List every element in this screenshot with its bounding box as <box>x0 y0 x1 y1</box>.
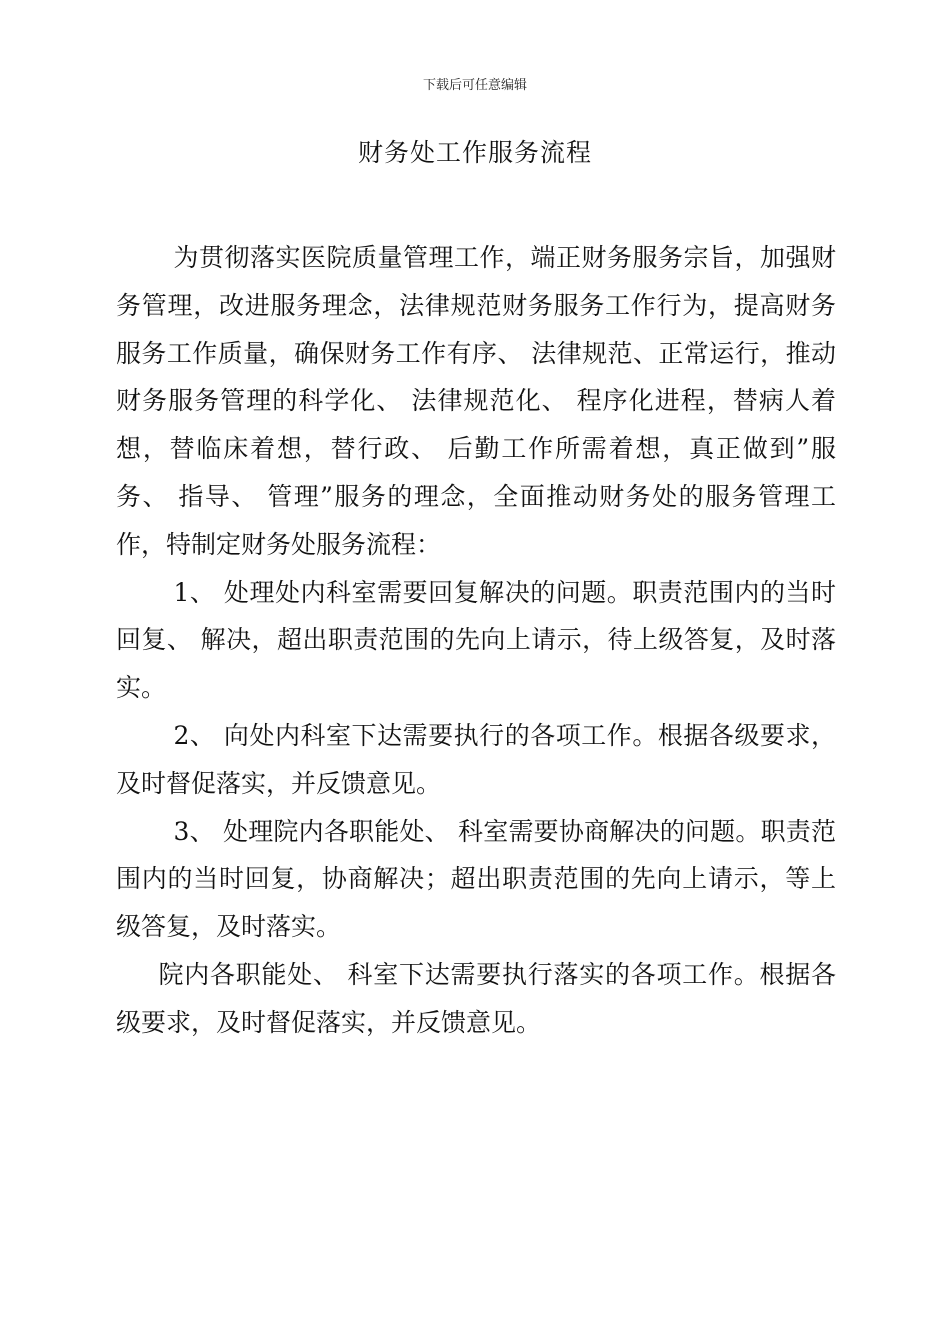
item-2-paragraph: 2、 向处内科室下达需要执行的各项工作。根据各级要求，及时督促落实，并反馈意见。 <box>116 720 836 798</box>
item-1-paragraph: 1、 处理处内科室需要回复解决的问题。职责范围内的当时回复、 解决，超出职责范围的先向上请示，待上级答复，及时落实。 <box>116 577 836 703</box>
item-3-paragraph: 3、 处理院内各职能处、 科室需要协商解决的问题。职责范围内的当时回复，协商解决；超出职责范围的先向上请示，等上级答复，及时落实。 <box>116 816 836 942</box>
document-title: 财务处工作服务流程 <box>357 138 592 167</box>
intro-paragraph: 为贯彻落实医院质量管理工作，端正财务服务宗旨，加强财务管理，改进服务理念，法律规范财务服务工作行为，提高财务服务工作质量，确保财务工作有序、 法律规范、正常运行，推动财务服务管理的科学化、 法律规范化、 程序化进程，替病人着想，替临床着想，替行政、 后勤工作所需着想，真正做到”服务、 指导、 管理”服务的理念，全面推动财务处的服务管理工作，特制定财务处服务流程： <box>116 243 836 559</box>
download-note: 下载后可任意编辑 <box>422 78 527 93</box>
closing-paragraph: 院内各职能处、 科室下达需要执行落实的各项工作。根据各级要求，及时督促落实，并反馈意见。 <box>116 959 836 1037</box>
document-body <box>116 234 836 1047</box>
